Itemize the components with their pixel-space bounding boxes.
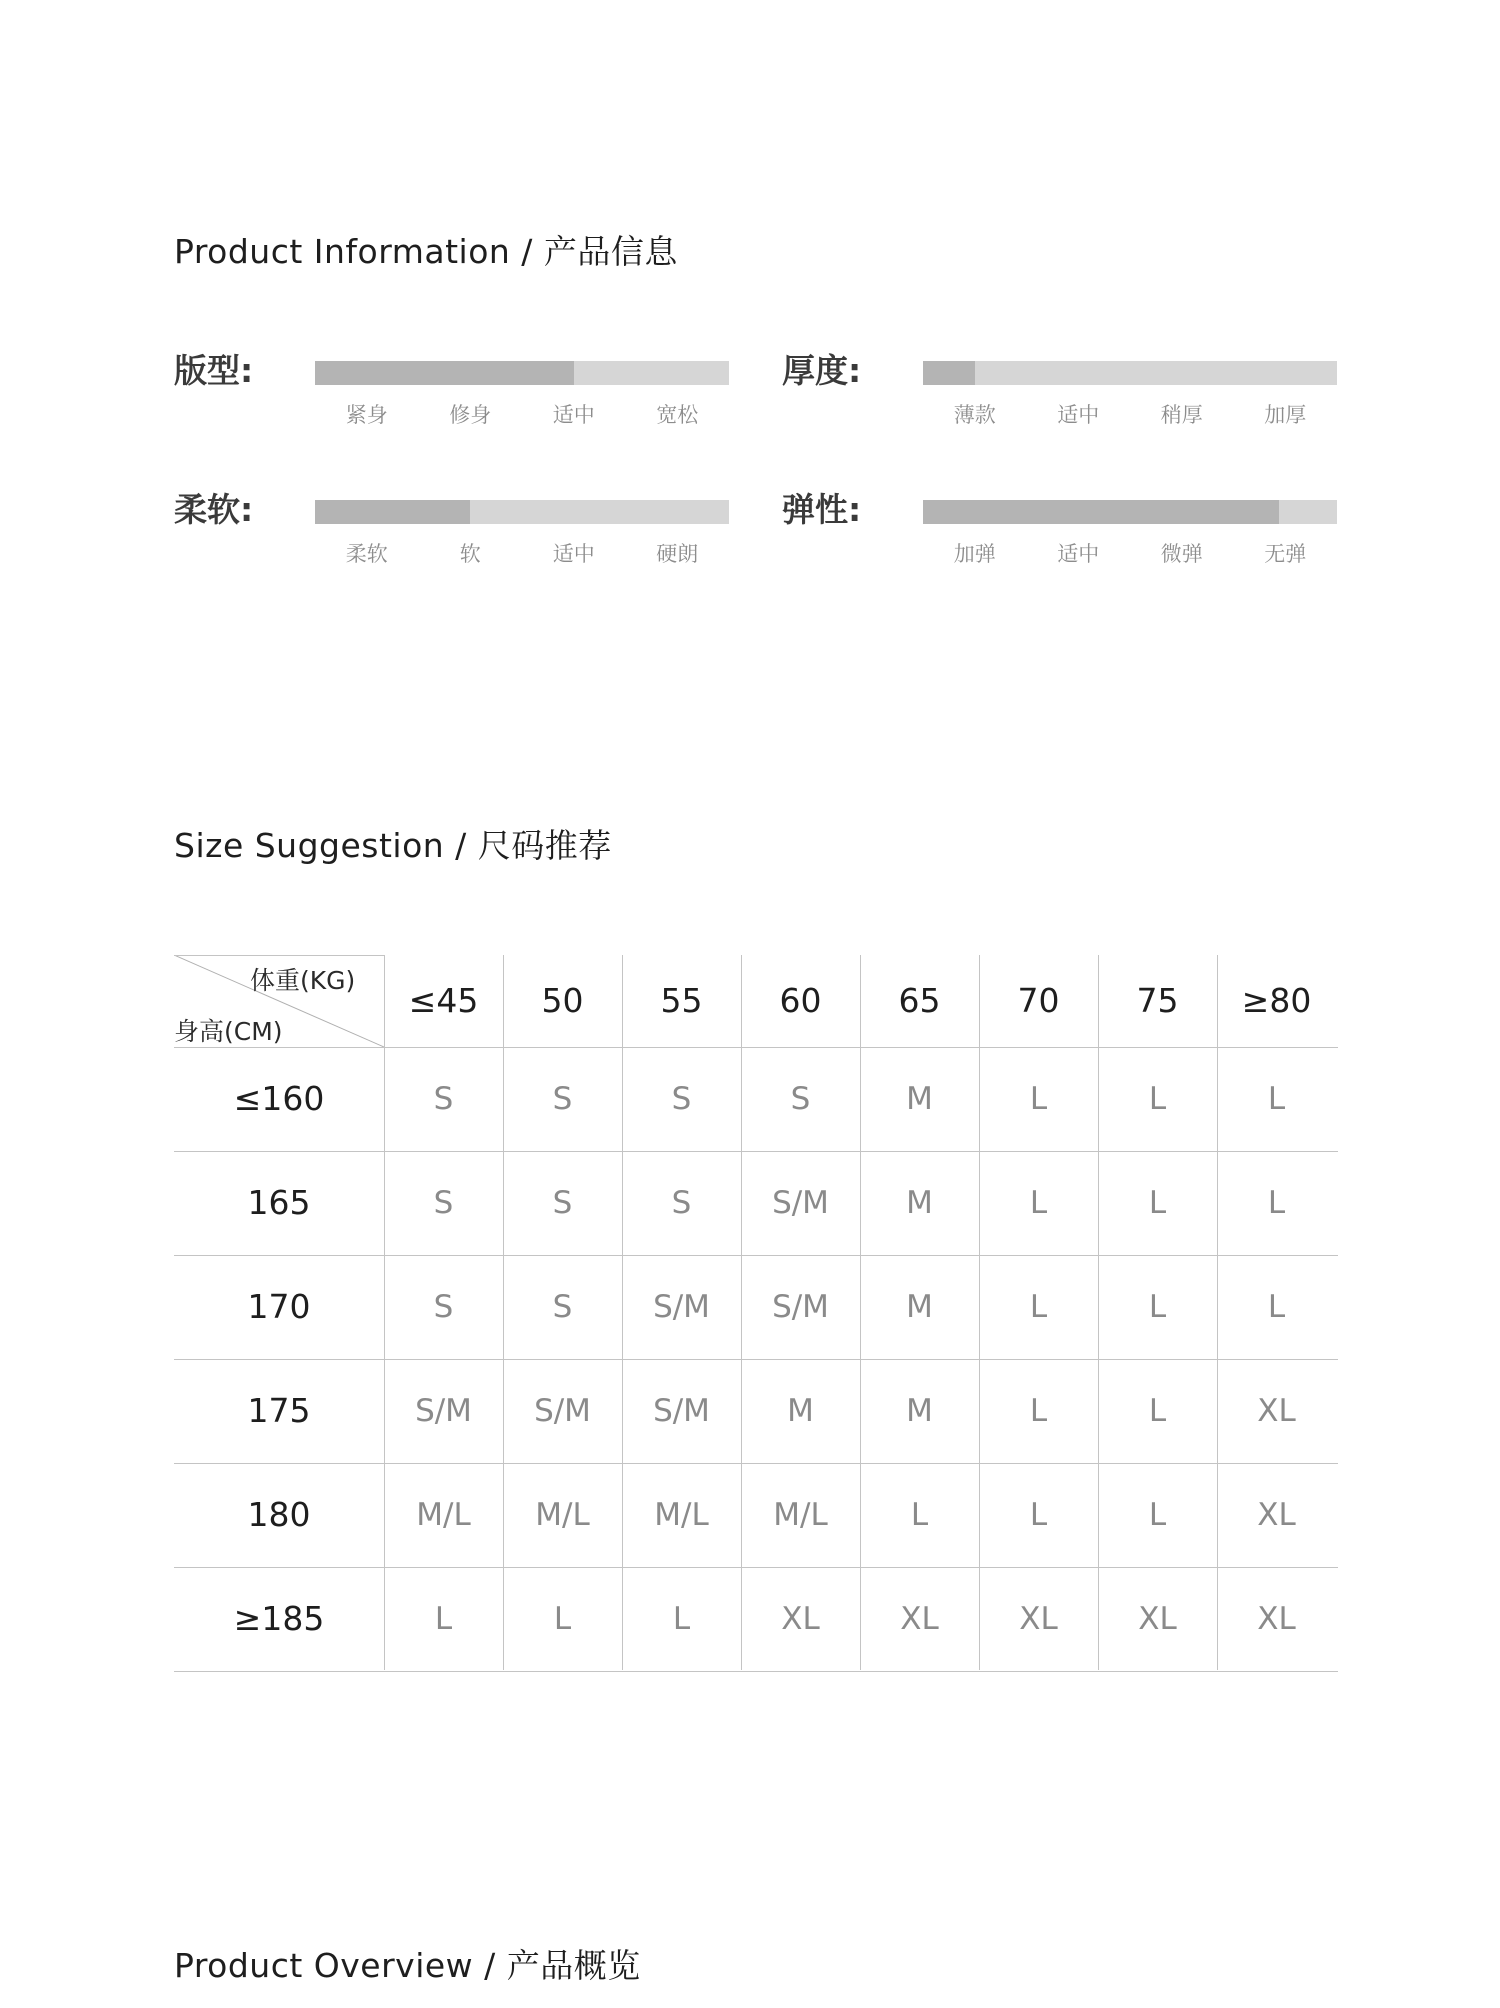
size-cell: S/M bbox=[653, 1289, 710, 1325]
scale-label: 宽松 bbox=[656, 403, 699, 427]
size-cell: L bbox=[434, 1601, 453, 1637]
attribute-scale bbox=[923, 399, 1337, 429]
size-cell: L bbox=[1148, 1289, 1167, 1325]
size-cell: S bbox=[552, 1081, 573, 1117]
size-table bbox=[174, 955, 1338, 1670]
height-row-header: 180 bbox=[247, 1495, 311, 1534]
attribute-bar-fill bbox=[315, 500, 470, 524]
size-cell: XL bbox=[1138, 1601, 1177, 1637]
size-cell: L bbox=[672, 1601, 691, 1637]
height-row-header: ≤160 bbox=[233, 1079, 325, 1118]
scale-label: 硬朗 bbox=[656, 542, 699, 566]
product-info-title: Product Information / 产品信息 bbox=[174, 232, 678, 271]
scale-label: 微弹 bbox=[1160, 542, 1203, 566]
size-cell: L bbox=[1148, 1497, 1167, 1533]
size-cell: M bbox=[906, 1289, 933, 1325]
attribute-bar-fill bbox=[923, 361, 975, 385]
size-cell: XL bbox=[1257, 1393, 1296, 1429]
size-cell: M/L bbox=[416, 1497, 471, 1533]
size-cell: L bbox=[1267, 1289, 1286, 1325]
size-cell: XL bbox=[781, 1601, 820, 1637]
size-cell: L bbox=[1148, 1185, 1167, 1221]
size-cell: S bbox=[671, 1081, 692, 1117]
size-cell: L bbox=[1029, 1393, 1048, 1429]
attribute-elasticity bbox=[782, 484, 1342, 604]
table-row-divider bbox=[174, 1671, 1338, 1672]
size-cell: S bbox=[433, 1081, 454, 1117]
size-cell: S/M bbox=[415, 1393, 472, 1429]
scale-label: 薄款 bbox=[953, 403, 996, 427]
size-cell: M bbox=[787, 1393, 814, 1429]
weight-column-header: 75 bbox=[1136, 981, 1179, 1020]
attribute-label: 版型: bbox=[174, 351, 254, 390]
size-cell: L bbox=[1148, 1081, 1167, 1117]
size-cell: XL bbox=[1257, 1497, 1296, 1533]
attribute-label: 弹性: bbox=[782, 490, 862, 529]
weight-column-header: ≤45 bbox=[408, 981, 479, 1020]
size-cell: L bbox=[1029, 1497, 1048, 1533]
size-cell: L bbox=[1148, 1393, 1167, 1429]
size-cell: L bbox=[1267, 1185, 1286, 1221]
size-cell: M/L bbox=[773, 1497, 828, 1533]
size-cell: XL bbox=[1257, 1601, 1296, 1637]
scale-label: 适中 bbox=[1057, 542, 1100, 566]
size-cell: XL bbox=[900, 1601, 939, 1637]
attribute-fit bbox=[174, 345, 734, 465]
scale-label: 适中 bbox=[552, 542, 595, 566]
attribute-softness bbox=[174, 484, 734, 604]
attribute-scale bbox=[315, 538, 729, 568]
scale-label: 柔软 bbox=[345, 542, 388, 566]
attribute-scale bbox=[923, 538, 1337, 568]
size-cell: S bbox=[433, 1289, 454, 1325]
size-cell: S bbox=[671, 1185, 692, 1221]
attribute-bar bbox=[315, 361, 729, 385]
table-top-line bbox=[174, 955, 384, 956]
weight-column-header: 50 bbox=[541, 981, 584, 1020]
height-row-header: 175 bbox=[247, 1391, 311, 1430]
size-cell: L bbox=[1029, 1081, 1048, 1117]
attribute-bar bbox=[315, 500, 729, 524]
size-cell: XL bbox=[1019, 1601, 1058, 1637]
size-cell: S/M bbox=[772, 1289, 829, 1325]
size-cell: S/M bbox=[772, 1185, 829, 1221]
size-cell: S bbox=[433, 1185, 454, 1221]
size-cell: L bbox=[553, 1601, 572, 1637]
size-cell: S/M bbox=[653, 1393, 710, 1429]
size-cell: M/L bbox=[654, 1497, 709, 1533]
size-cell: L bbox=[910, 1497, 929, 1533]
size-suggestion-title: Size Suggestion / 尺码推荐 bbox=[174, 826, 612, 865]
size-cell: M bbox=[906, 1185, 933, 1221]
scale-label: 适中 bbox=[1057, 403, 1100, 427]
scale-label: 加厚 bbox=[1264, 403, 1307, 427]
size-cell: S bbox=[790, 1081, 811, 1117]
size-cell: S bbox=[552, 1289, 573, 1325]
attribute-scale bbox=[315, 399, 729, 429]
scale-label: 修身 bbox=[449, 403, 492, 427]
scale-label: 适中 bbox=[552, 403, 595, 427]
attribute-label: 柔软: bbox=[174, 490, 254, 529]
size-cell: M/L bbox=[535, 1497, 590, 1533]
attribute-bar-fill bbox=[315, 361, 574, 385]
size-cell: S bbox=[552, 1185, 573, 1221]
height-row-header: 170 bbox=[247, 1287, 311, 1326]
corner-height-label: 身高(CM) bbox=[174, 1017, 283, 1046]
height-row-header: ≥185 bbox=[233, 1599, 325, 1638]
scale-label: 加弹 bbox=[953, 542, 996, 566]
corner-weight-label: 体重(KG) bbox=[250, 966, 356, 995]
attribute-bar bbox=[923, 361, 1337, 385]
size-cell: M bbox=[906, 1393, 933, 1429]
attribute-label: 厚度: bbox=[782, 351, 862, 390]
scale-label: 无弹 bbox=[1264, 542, 1307, 566]
product-overview-title: Product Overview / 产品概览 bbox=[174, 1946, 641, 1985]
size-cell: M bbox=[906, 1081, 933, 1117]
attribute-bar-fill bbox=[923, 500, 1279, 524]
weight-column-header: 70 bbox=[1017, 981, 1060, 1020]
size-cell: S/M bbox=[534, 1393, 591, 1429]
scale-label: 稍厚 bbox=[1160, 403, 1203, 427]
weight-column-header: 55 bbox=[660, 981, 703, 1020]
weight-column-header: 60 bbox=[779, 981, 822, 1020]
weight-column-header: 65 bbox=[898, 981, 941, 1020]
attribute-bar bbox=[923, 500, 1337, 524]
weight-column-header: ≥80 bbox=[1241, 981, 1312, 1020]
height-row-header: 165 bbox=[247, 1183, 311, 1222]
attribute-thickness bbox=[782, 345, 1342, 465]
size-cell: L bbox=[1029, 1185, 1048, 1221]
scale-label: 软 bbox=[459, 542, 481, 566]
scale-label: 紧身 bbox=[345, 403, 388, 427]
size-cell: L bbox=[1267, 1081, 1286, 1117]
size-cell: L bbox=[1029, 1289, 1048, 1325]
